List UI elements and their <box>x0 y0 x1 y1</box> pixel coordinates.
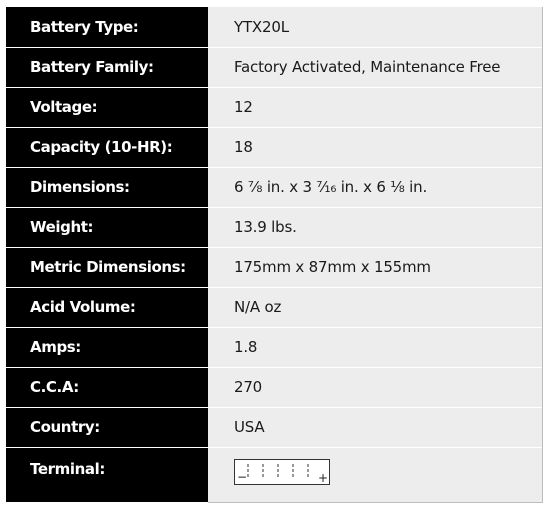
spec-label: Metric Dimensions: <box>6 247 208 287</box>
spec-label: Country: <box>6 407 208 447</box>
spec-row-battery-family <box>6 47 543 87</box>
spec-row-voltage <box>6 87 543 127</box>
spec-label: Amps: <box>6 327 208 367</box>
spec-row-dimensions <box>6 167 543 207</box>
spec-row-amps <box>6 327 543 367</box>
positive-terminal-symbol: + <box>318 470 328 485</box>
spec-value: 1.8 <box>208 327 543 367</box>
spec-label: C.C.A: <box>6 367 208 407</box>
spec-label: Battery Family: <box>6 47 208 87</box>
spec-value: 13.9 lbs. <box>208 207 543 247</box>
battery-spec-table <box>6 7 543 503</box>
spec-value: 270 <box>208 367 543 407</box>
spec-label: Voltage: <box>6 87 208 127</box>
spec-label: Terminal: <box>6 447 208 502</box>
spec-value: 18 <box>208 127 543 167</box>
spec-value: N/A oz <box>208 287 543 327</box>
spec-row-terminal <box>6 447 543 502</box>
spec-label: Dimensions: <box>6 167 208 207</box>
spec-value: 12 <box>208 87 543 127</box>
battery-terminal-layout-icon <box>234 459 330 485</box>
spec-row-battery-type <box>6 7 543 47</box>
spec-label: Battery Type: <box>6 7 208 47</box>
spec-row-acid-volume <box>6 287 543 327</box>
spec-row-cca <box>6 367 543 407</box>
spec-value: Factory Activated, Maintenance Free <box>208 47 543 87</box>
spec-value: USA <box>208 407 543 447</box>
spec-value: 6 ⅞ in. x 3 ⁷⁄₁₆ in. x 6 ⅛ in. <box>208 167 543 207</box>
spec-value: 175mm x 87mm x 155mm <box>208 247 543 287</box>
spec-value: YTX20L <box>208 7 543 47</box>
spec-label: Weight: <box>6 207 208 247</box>
negative-terminal-symbol: − <box>237 469 247 484</box>
spec-row-metric-dimensions <box>6 247 543 287</box>
spec-label: Acid Volume: <box>6 287 208 327</box>
spec-value-terminal <box>208 447 543 502</box>
spec-row-capacity <box>6 127 543 167</box>
spec-row-weight <box>6 207 543 247</box>
spec-label: Capacity (10-HR): <box>6 127 208 167</box>
spec-row-country <box>6 407 543 447</box>
